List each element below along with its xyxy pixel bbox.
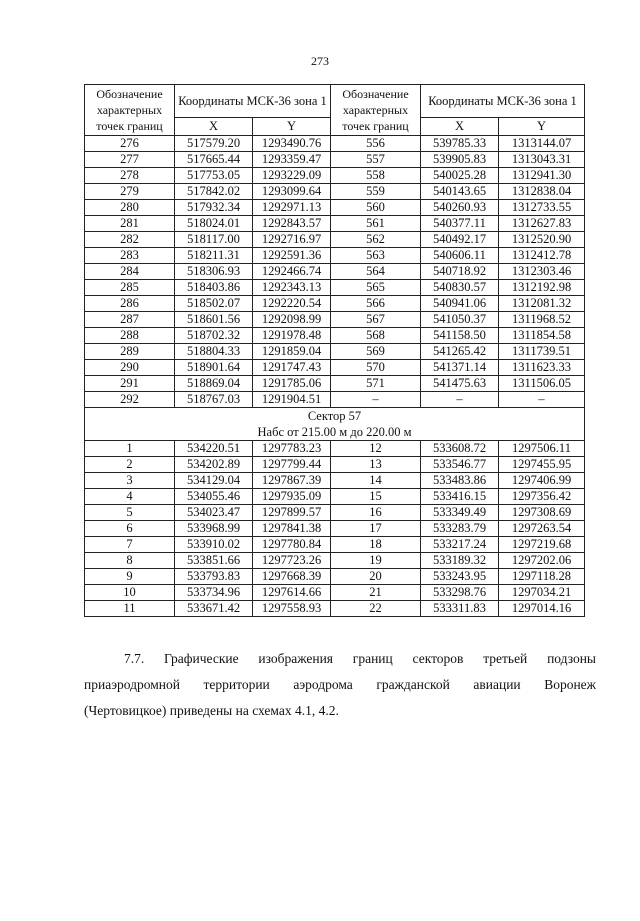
table-cell: 1311968.52 <box>499 312 585 328</box>
table-cell: 1292591.36 <box>253 248 331 264</box>
table-row <box>85 152 585 168</box>
table-cell: 1293490.76 <box>253 136 331 152</box>
table-row <box>85 312 585 328</box>
table-cell: 15 <box>331 489 421 505</box>
table-cell: 560 <box>331 200 421 216</box>
table-cell: 518403.86 <box>175 280 253 296</box>
table-row <box>85 505 585 521</box>
table-cell: 1312081.32 <box>499 296 585 312</box>
table-cell: 518767.03 <box>175 392 253 408</box>
table-cell: 18 <box>331 537 421 553</box>
sector-title: Сектор 57 <box>307 409 362 423</box>
table-cell: 11 <box>85 601 175 617</box>
table-cell: 4 <box>85 489 175 505</box>
table-cell: 9 <box>85 569 175 585</box>
table-cell: 541475.63 <box>421 376 499 392</box>
table-cell: 1292971.13 <box>253 200 331 216</box>
table-cell: 533217.24 <box>421 537 499 553</box>
table-row <box>85 521 585 537</box>
header-y-right: Y <box>499 118 585 136</box>
table-cell: 1291859.04 <box>253 344 331 360</box>
table-cell: 1297263.54 <box>499 521 585 537</box>
table-cell: 1297558.93 <box>253 601 331 617</box>
table-row <box>85 136 585 152</box>
table-cell: 1292843.57 <box>253 216 331 232</box>
table-cell: – <box>499 392 585 408</box>
table-cell: 1297455.95 <box>499 457 585 473</box>
table-cell: 533311.83 <box>421 601 499 617</box>
table-cell: 567 <box>331 312 421 328</box>
table-cell: 1312520.90 <box>499 232 585 248</box>
table-cell: 286 <box>85 296 175 312</box>
header-coord-label-left: Координаты МСК-36 зона 1 <box>175 85 331 118</box>
table-cell: 518024.01 <box>175 216 253 232</box>
table-cell: 10 <box>85 585 175 601</box>
table-cell: 541158.50 <box>421 328 499 344</box>
table-cell: 540830.57 <box>421 280 499 296</box>
table-cell: 540606.11 <box>421 248 499 264</box>
table-body-bottom <box>85 441 585 617</box>
table-cell: 541265.42 <box>421 344 499 360</box>
table-row <box>85 457 585 473</box>
table-cell: 1292716.97 <box>253 232 331 248</box>
table-cell: 1297899.57 <box>253 505 331 521</box>
table-cell: 1312838.04 <box>499 184 585 200</box>
sector-row <box>85 408 585 441</box>
table-cell: 21 <box>331 585 421 601</box>
table-cell: 1292098.99 <box>253 312 331 328</box>
table-cell: 571 <box>331 376 421 392</box>
header-point-label-right: Обозначение характерных точек границ <box>331 85 421 136</box>
table-cell: 1291785.06 <box>253 376 331 392</box>
table-cell: 563 <box>331 248 421 264</box>
table-cell: 539785.33 <box>421 136 499 152</box>
table-row <box>85 392 585 408</box>
table-cell: 518702.32 <box>175 328 253 344</box>
table-cell: 540025.28 <box>421 168 499 184</box>
table-cell: 1292220.54 <box>253 296 331 312</box>
table-row <box>85 216 585 232</box>
table-row <box>85 264 585 280</box>
table-cell: 292 <box>85 392 175 408</box>
table-cell: 1297780.84 <box>253 537 331 553</box>
table-cell: 17 <box>331 521 421 537</box>
table-cell: 1312412.78 <box>499 248 585 264</box>
table-cell: 559 <box>331 184 421 200</box>
table-cell: 12 <box>331 441 421 457</box>
table-cell: 518869.04 <box>175 376 253 392</box>
table-cell: 8 <box>85 553 175 569</box>
table-cell: 518117.00 <box>175 232 253 248</box>
coordinates-table <box>84 84 585 617</box>
table-cell: 533734.96 <box>175 585 253 601</box>
table-row <box>85 376 585 392</box>
table-row <box>85 184 585 200</box>
table-cell: 1297783.23 <box>253 441 331 457</box>
table-cell: 517753.05 <box>175 168 253 184</box>
table-cell: 1297202.06 <box>499 553 585 569</box>
table-row <box>85 441 585 457</box>
table-cell: 540941.06 <box>421 296 499 312</box>
table-cell: 277 <box>85 152 175 168</box>
table-cell: 1291904.51 <box>253 392 331 408</box>
table-cell: 1297935.09 <box>253 489 331 505</box>
table-cell: 289 <box>85 344 175 360</box>
table-cell: 533298.76 <box>421 585 499 601</box>
table-cell: 565 <box>331 280 421 296</box>
table-cell: 1311739.51 <box>499 344 585 360</box>
table-cell: 534023.47 <box>175 505 253 521</box>
table-cell: 281 <box>85 216 175 232</box>
table-row <box>85 569 585 585</box>
table-cell: 22 <box>331 601 421 617</box>
header-x-right: X <box>421 118 499 136</box>
table-cell: 1297723.26 <box>253 553 331 569</box>
table-cell: 1312733.55 <box>499 200 585 216</box>
header-coord-label-right: Координаты МСК-36 зона 1 <box>421 85 585 118</box>
table-cell: 533349.49 <box>421 505 499 521</box>
table-cell: 1312303.46 <box>499 264 585 280</box>
table-cell: 1297614.66 <box>253 585 331 601</box>
paragraph-line: (Чертовицкое) приведены на схемах 4.1, 4.2. <box>84 703 339 718</box>
table-cell: 1312192.98 <box>499 280 585 296</box>
table-cell: 1293099.64 <box>253 184 331 200</box>
table-cell: 3 <box>85 473 175 489</box>
table-cell: 1292466.74 <box>253 264 331 280</box>
table-cell: 279 <box>85 184 175 200</box>
table-cell: 278 <box>85 168 175 184</box>
table-cell: 1291747.43 <box>253 360 331 376</box>
table-cell: 518211.31 <box>175 248 253 264</box>
table-body-top <box>85 136 585 408</box>
table-row <box>85 553 585 569</box>
table-cell: 1297034.21 <box>499 585 585 601</box>
header-y-left: Y <box>253 118 331 136</box>
table-row <box>85 473 585 489</box>
table-cell: 562 <box>331 232 421 248</box>
table-row <box>85 489 585 505</box>
table-cell: 518306.93 <box>175 264 253 280</box>
table-row <box>85 328 585 344</box>
table-cell: 6 <box>85 521 175 537</box>
table-cell: 1297356.42 <box>499 489 585 505</box>
table-row <box>85 168 585 184</box>
table-cell: 534220.51 <box>175 441 253 457</box>
table-cell: 284 <box>85 264 175 280</box>
table-cell: 1313144.07 <box>499 136 585 152</box>
page-number: 273 <box>311 54 329 68</box>
table-cell: 533671.42 <box>175 601 253 617</box>
table-cell: 517579.20 <box>175 136 253 152</box>
table-cell: – <box>331 392 421 408</box>
table-cell: 540492.17 <box>421 232 499 248</box>
table-cell: 570 <box>331 360 421 376</box>
section-paragraph <box>84 646 596 724</box>
table-row <box>85 601 585 617</box>
table-cell: 561 <box>331 216 421 232</box>
table-cell: 518601.56 <box>175 312 253 328</box>
table-cell: 285 <box>85 280 175 296</box>
table-cell: 533483.86 <box>421 473 499 489</box>
table-cell: 1293359.47 <box>253 152 331 168</box>
table-cell: 280 <box>85 200 175 216</box>
table-cell: 1312941.30 <box>499 168 585 184</box>
table-row <box>85 248 585 264</box>
table-cell: 540260.93 <box>421 200 499 216</box>
table-row <box>85 296 585 312</box>
table-cell: 534129.04 <box>175 473 253 489</box>
table-row <box>85 585 585 601</box>
table-cell: 1297014.16 <box>499 601 585 617</box>
table-cell: 541050.37 <box>421 312 499 328</box>
header-x-left: X <box>175 118 253 136</box>
table-cell: 1297406.99 <box>499 473 585 489</box>
table-row <box>85 200 585 216</box>
table-cell: 291 <box>85 376 175 392</box>
table-cell: 533608.72 <box>421 441 499 457</box>
table-cell: 556 <box>331 136 421 152</box>
table-cell: 533546.77 <box>421 457 499 473</box>
paragraph-line: 7.7. Графические изображения границ секторов третьей подзоны <box>124 651 596 666</box>
table-row <box>85 360 585 376</box>
table-cell: 533793.83 <box>175 569 253 585</box>
table-cell: 539905.83 <box>421 152 499 168</box>
table-cell: 1293229.09 <box>253 168 331 184</box>
table-cell: 1297841.38 <box>253 521 331 537</box>
table-cell: 1311854.58 <box>499 328 585 344</box>
table-cell: 19 <box>331 553 421 569</box>
table-cell: 518901.64 <box>175 360 253 376</box>
table-cell: 1312627.83 <box>499 216 585 232</box>
table-cell: 534055.46 <box>175 489 253 505</box>
table-cell: 533416.15 <box>421 489 499 505</box>
table-cell: 533283.79 <box>421 521 499 537</box>
table-cell: 1291978.48 <box>253 328 331 344</box>
table-cell: 517665.44 <box>175 152 253 168</box>
table-row <box>85 537 585 553</box>
table-cell: 533243.95 <box>421 569 499 585</box>
table-cell: 540377.11 <box>421 216 499 232</box>
table-cell: 16 <box>331 505 421 521</box>
table-cell: – <box>421 392 499 408</box>
table-cell: 518502.07 <box>175 296 253 312</box>
table-cell: 1313043.31 <box>499 152 585 168</box>
table-row <box>85 232 585 248</box>
table-cell: 540718.92 <box>421 264 499 280</box>
table-cell: 541371.14 <box>421 360 499 376</box>
table-cell: 290 <box>85 360 175 376</box>
table-cell: 283 <box>85 248 175 264</box>
table-row <box>85 280 585 296</box>
sector-cell <box>85 408 585 441</box>
table-cell: 1297219.68 <box>499 537 585 553</box>
table-cell: 5 <box>85 505 175 521</box>
table-cell: 7 <box>85 537 175 553</box>
table-cell: 534202.89 <box>175 457 253 473</box>
table-cell: 1297867.39 <box>253 473 331 489</box>
table-cell: 569 <box>331 344 421 360</box>
table-cell: 557 <box>331 152 421 168</box>
table-row <box>85 344 585 360</box>
sector-subtitle: Набс от 215.00 м до 220.00 м <box>257 425 412 439</box>
table-cell: 14 <box>331 473 421 489</box>
table-cell: 517842.02 <box>175 184 253 200</box>
table-cell: 1311506.05 <box>499 376 585 392</box>
table-cell: 540143.65 <box>421 184 499 200</box>
table-cell: 20 <box>331 569 421 585</box>
table-cell: 533851.66 <box>175 553 253 569</box>
table-cell: 518804.33 <box>175 344 253 360</box>
table-cell: 288 <box>85 328 175 344</box>
table-cell: 566 <box>331 296 421 312</box>
table-cell: 533910.02 <box>175 537 253 553</box>
table-cell: 517932.34 <box>175 200 253 216</box>
table-cell: 1297506.11 <box>499 441 585 457</box>
table-cell: 1297118.28 <box>499 569 585 585</box>
table-cell: 1297668.39 <box>253 569 331 585</box>
paragraph-line: приаэродромной территории аэродрома гражданской авиации Воронеж <box>84 677 596 692</box>
table-cell: 287 <box>85 312 175 328</box>
table-cell: 1292343.13 <box>253 280 331 296</box>
table-cell: 533968.99 <box>175 521 253 537</box>
header-point-label-left: Обозначение характерных точек границ <box>85 85 175 136</box>
table-cell: 568 <box>331 328 421 344</box>
table-cell: 1297308.69 <box>499 505 585 521</box>
table-cell: 564 <box>331 264 421 280</box>
table-cell: 1 <box>85 441 175 457</box>
table-cell: 533189.32 <box>421 553 499 569</box>
table-cell: 1297799.44 <box>253 457 331 473</box>
table-cell: 2 <box>85 457 175 473</box>
table-cell: 558 <box>331 168 421 184</box>
table-cell: 1311623.33 <box>499 360 585 376</box>
table-cell: 282 <box>85 232 175 248</box>
table-cell: 276 <box>85 136 175 152</box>
table-cell: 13 <box>331 457 421 473</box>
